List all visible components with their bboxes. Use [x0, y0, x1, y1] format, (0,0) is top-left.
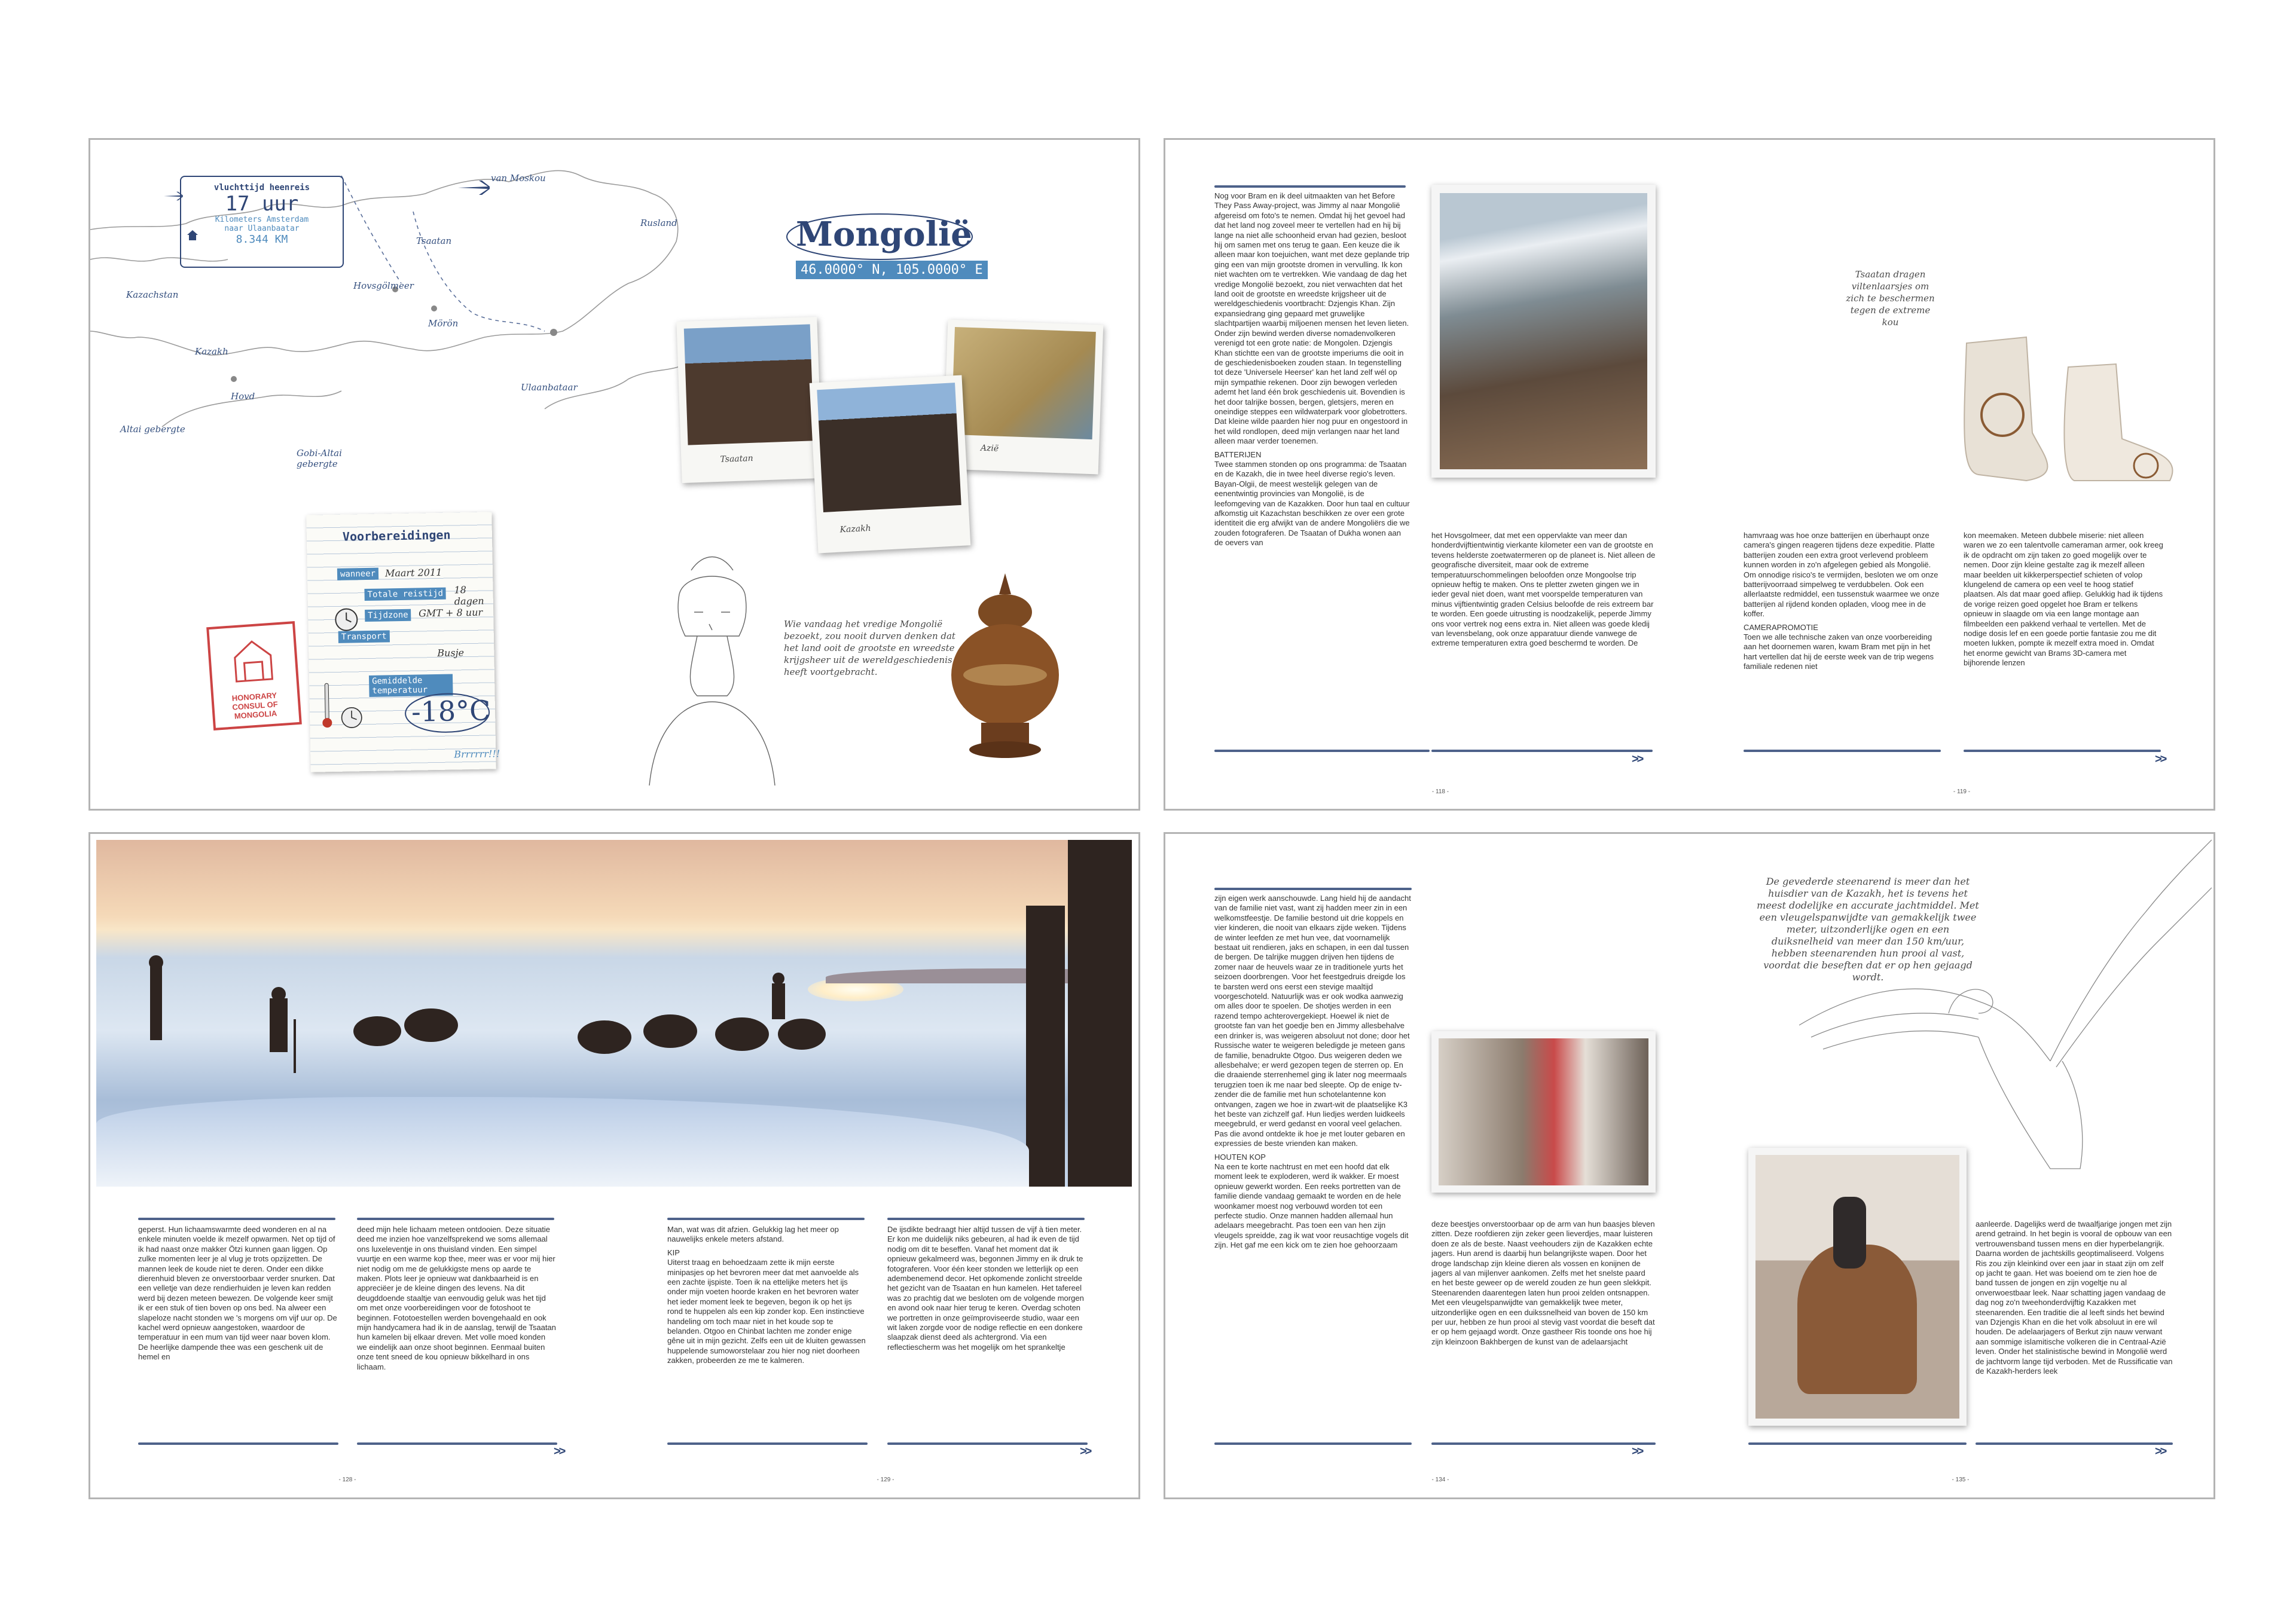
column-rule: [1964, 750, 2161, 752]
continue-arrow: >>: [1080, 1445, 1091, 1458]
column-rule: [1214, 750, 1430, 752]
spread-pages-118-119: [1164, 138, 2215, 811]
prep-transport-value: Busje: [437, 647, 465, 659]
eagle-note: De gevederde steenarend is meer dan het huisdier van de Kazakh, het is tevens het meest dodelijke en accurate jachtmiddel. Met een vleugelspanwijdte van gemakkelijk twee meter, uitzonderlijke ogen en een duiksnelheid van meer dan 150 km/uur, hebben steenarenden hun prooi al vast, voordat die beseften dat er op hen gejaagd wordt.: [1757, 876, 1979, 983]
stamp-text: HONORARY CONSUL OF MONGOLIA: [231, 690, 279, 721]
prep-temp-label: Gemiddelde temperatuur: [369, 674, 453, 697]
text-col-2: [1431, 1219, 1656, 1426]
text-col-1: [1214, 191, 1412, 729]
genghis-khan-sketch: [637, 546, 787, 785]
page-number: - 118 -: [1431, 788, 1449, 795]
coords-badge: 46.0000° N, 105.0000° E: [796, 261, 988, 279]
text-col-3: [1744, 531, 1941, 734]
column-rule: [887, 1442, 1088, 1445]
photo-yurt-interior: [1431, 1031, 1656, 1193]
section-heading: KIP: [667, 1248, 680, 1257]
column-rule: [1214, 888, 1412, 890]
caption-kazakh: Kazakh: [839, 523, 872, 535]
prep-when-label: wanneer: [337, 568, 378, 580]
col-text: Nog voor Bram en ik deel uitmaakten van het Before They Pass Away-project, was Jimmy al naar Mongolië afgereisd om foto's te nemen. Omdat hij het gevoel had dat het land nog zoveel meer te vertellen had en hij bij lange na niet alle schoonheid ervan had gezien, besloot hij om samen met ons terug te gaan. Een keuze die ik alleen maar kon toejuichen, want met deze geplande trip ging een van mijn grootste dromen in vervulling. Ik kon niet wachten om te vertrekken. Wie vandaag de dag het vredige Mongolië bezoekt, zou niet verwachten dat het land ooit de grootste en wreedste krijgsheer uit de wereldgeschiedenis voortbracht: Dzjengis Khan. Zijn expansiedrang ging gepaard met gruwelijke slachtpartijen waarbij miljoenen mensen het leven lieten. Onder zijn bewind werden diverse nomadenvolkeren verenigd tot een grote natie: de Mongolen. Dzjengis Khan stichtte een van de grootste imperiums die ooit in de geschiedenisboeken zouden staan. In tegenstelling tot deze 'Universele Heerser' kan het land zelf wél op mijn sympathie rekenen. Door zijn bewogen verleden ademt het land één brok geschiedenis uit. Bovendien is het door talrijke bossen, bergen, gletsjers, meren en oneindige steppes een wildwaterpark voor globetrotters. Dat kleine wilde paarden hier nog puur en ongestoord in het wild rondlopen, deed mijn verlangen naar het land alleen maar verder toenemen.: [1214, 191, 1409, 446]
column-rule: [1976, 1442, 2173, 1445]
caption-tsaatan: Tsaatan: [720, 453, 753, 464]
continue-arrow: >>: [2155, 753, 2166, 766]
map-label-kazakh: Kazakh: [195, 346, 228, 357]
map-label-kazakhstan: Kazachstan: [126, 289, 179, 300]
continue-arrow: >>: [2155, 1445, 2166, 1458]
flight-line1: vluchttijd heenreis: [213, 183, 310, 192]
temple-icon: [227, 631, 279, 687]
khan-quote: Wie vandaag het vredige Mongolië bezoekt, zou nooit durven denken dat het land ooit de grootste en wreedste krijgsheer uit de wereldgeschiedenis heeft voortgebracht.: [784, 619, 955, 677]
col-text: Twee stammen stonden op ons programma: de Tsaatan en de Kazakh, die in twee heel diverse regio's leven. Bayan-Olgii, de meest westelijk gelegen van de eenentwintig provincies van Mongolië, is de leefomgeving van de Kazakken. Door hun taal en cultuur afkomstig uit Kazachstan beschikken ze over een grote identiteit die erg afwijkt van de andere Mongoliërs die we zouden fotograferen. De Tsaatan of Dukha wonen aan de oevers van: [1214, 459, 1410, 548]
text-col-4: [1964, 531, 2164, 734]
map-label-moron: Mörön: [428, 318, 459, 329]
continue-arrow: >>: [1632, 753, 1642, 766]
polaroid-tsaatan: [676, 317, 822, 483]
prep-heading: Voorbereidingen: [342, 527, 451, 544]
text-col-1: [138, 1225, 338, 1428]
prep-tz-label: Tijdzone: [365, 609, 411, 622]
col-text: het Hovsgolmeer, dat met een oppervlakte van meer dan honderdvijftientwintig vierkante kilometer een van de grootste en tevens helderste zoetwatermeren op de planeet is. Niet alleen de geografische diversiteit, maar ook de extreme temperatuurschommelingen beloofden onze Mongoolse trip opnieuw heftig te maken. Ons te pletter zweten gingen we in ieder geval niet doen, want met voorspelde temperaturen van minus vijftientwintig graden Celsius beloofde de reis extreem bar te worden. Een goede uitrusting is noodzakelijk, peperde Jimmy ons voor vertrek nog eens extra in. Niet alleen was goede kledij van levensbelang, ook onze apparatuur diende vanwege de extreme temperaturen extra goed beschermd te worden. De: [1431, 531, 1656, 648]
photo-old-map: [951, 327, 1096, 439]
page-number: - 119 -: [1953, 788, 1971, 795]
section-heading: CAMERAPROMOTIE: [1744, 622, 1818, 632]
column-rule: [138, 1218, 335, 1220]
map-label-ulaanbaatar: Ulaanbataar: [521, 382, 578, 393]
photo-mountains-aerial: [1431, 185, 1656, 478]
column-rule: [667, 1218, 865, 1220]
spread-pages-134-135: [1164, 832, 2215, 1499]
col-text: Man, wat was dit afzien. Gelukkig lag het meer op nauwelijks enkele meters afstand.: [667, 1225, 839, 1244]
text-col-3: [1976, 1219, 2173, 1426]
col-text: Toen we alle technische zaken van onze voorbereiding aan het doornemen waren, kwam Bram met pijn in het hart vertellen dat hij de eerste week van de trip wegens familiale redenen niet: [1744, 632, 1934, 671]
consul-stamp: [206, 621, 302, 730]
column-rule: [1748, 1442, 1967, 1445]
flight-box: [180, 176, 344, 268]
map-label-gobi: Gobi-Altai gebergte: [297, 448, 342, 469]
flight-km: 8.344 KM: [236, 233, 288, 246]
column-rule: [1214, 1442, 1412, 1445]
photo-boy-on-camel: [1748, 1148, 1967, 1426]
caption-azie: Azië: [980, 443, 999, 454]
col-text: Uiterst traag en behoedzaam zette ik mijn eerste minipasjes op het bevroren meer dat met aanvoelde als een zachte ijspiste. Toen ik na ettelijke meters het ijs onder mijn voeten hoorde kraken en het bevroren water het ieder moment leek te begeven, begon ik op het ijs rond te huppelen als een kip zonder kop. Een instinctieve handeling om toch maar niet in het koude sop te belanden. Otgoo en Chinbat lachten me zonder enige gêne uit in mijn gezicht. Zelfs een uit de kluiten gewassen huppelende sumoworstelaar zou hier nog niet doorheen zakken, probeerden ze me te kalmeren.: [667, 1258, 866, 1365]
map-label-moscow: van Moskou: [491, 173, 546, 184]
prep-total-value: 18 dagen: [454, 584, 484, 607]
col-text: zijn eigen werk aanschouwde. Lang hield hij de aandacht van de familie niet vast, want zij hadden meer zin in een welkomstfeestje. De familie bestond uit drie koppels en vier kinderen, die nooit van elkaars zijde weken. Tijdens de winter leefden ze met hun vee, dat voornamelijk bestaat uit rendieren, jaks en schapen, in een dal tussen de bergen. De talrijke muggen drijven hen tijdens de zomer naar de heuvels waar ze in traditionele yurts het seizoen doorbrengen. Voor het feestgedruis dreigde los te barsten werd ons eerst een stevige maaltijd voorgeschoteld. Natuurlijk was er ook wodka aanwezig om alles door te spoelen. De shotjes werden in een razend tempo achterovergekiept. Hoewel ik niet de grootste fan van het goedje ben en Jimmy allesbehalve een drinker is, was weigeren absoluut not done; door het Russische water te weigeren beledigde je meteen gans de familie, benadrukte Otgoo. Dus weigeren deden we allesbehalve; er werd gezopen tegen de sterren op. En die draaiende sterrenhemel ging ik later nog meermaals terugzien toen ik me naar bed sleepte. Op de enige tv-zender die de familie met hun schotelantenne kon ontvangen, zagen we hoe in zwart-wit de plaatselijke K3 het beste van zichzelf gaf. Hun liedjes werden luidkeels meegebruld, er werd gedanst en vooral veel gelachen. Pas die avond ontdekte ik hoe je met louter gebaren en expressies de beste vrienden kan maken.: [1214, 894, 1411, 1148]
flight-hours: 17 uur: [225, 192, 299, 216]
felt-boots-image: [1955, 319, 2194, 493]
col-text: deed mijn hele lichaam meteen ontdooien. Deze situatie deed me inzien hoe vanzelfsprekend we soms allemaal ons luxeleventje in ons thuisland vinden. Een simpel vuurtje en een warme kop thee, meer was er voor mij hier niet nodig om me de gelukkigste mens op aarde te maken. Plots leer je opnieuw wat dankbaarheid is en appreciëer je de kleine dingen des levens. Na dit deugddoende staaltje van eenvoudig geluk was het tijd om met onze voorbereidingen voor de fotoshoot te beginnen. Fototoestellen werden bovengehaald en ook mijn handycamera had ik in de aanslag, terwijl de Tsaatan hun kamelen bij elkaar dreven. Met volle moed konden we eindelijk aan onze shoot beginnen. Eenmaal buiten onze tent sneed de kou opnieuw bikkelhard in ons lichaam.: [357, 1225, 556, 1371]
boots-note: Tsaatan dragen viltenlaarsjes om zich te beschermen tegen de extreme kou: [1846, 269, 1935, 328]
prep-transport-label: Transport: [338, 630, 390, 643]
col-text: Na een te korte nachtrust en met een hoofd dat elk moment leek te exploderen, werd ik wakker. Er moest opnieuw gewerkt worden. Een reeks portretten van de familie diende vandaag gemaakt te worden en de hele woonkamer moest nog verbouwd worden tot een perfecte studio. Onze mannen hadden allemaal hun adelaars meegebracht. Pas toen een van hen zijn vleugels spreidde, zag ik wat voor reusachtige vogels dit zijn. Het gaf me een kick om te zien hoe gehoorzaam: [1214, 1162, 1409, 1250]
prep-temp-value: -18°C: [411, 694, 491, 728]
polaroid-kazakh: [810, 375, 971, 554]
prep-notepad: [306, 512, 500, 772]
section-heading: HOUTEN KOP: [1214, 1152, 1266, 1162]
page-number: - 129 -: [877, 1477, 894, 1483]
map-label-hovsgol: Hovsgölmeer: [353, 280, 414, 291]
page-number: - 134 -: [1431, 1477, 1449, 1483]
col-text: deze beestjes onverstoorbaar op de arm van hun baasjes bleven zitten. Deze roofdieren zijn zeker geen lieverdjes, maar luisteren doen ze als de beste. Naast veehouders zijn de Kazakken echte jagers. Hun arend is daarbij hun belangrijkste wapen. Door het droge landschap zijn kleine dieren als vossen en konijnen de jagers al van mijlenver aankomen. Zelfs met het snelste paard en het beste geweer op de wereld zouden ze hun geen slekkpit. Steenarenden daarentegen laten hun prooi zelden ontsnappen. Met een vleugelspanwijdte van gemakkelijk twee meter, uitzonderlijke ogen en een duikssnelheid van boven de 150 km per uur, hebben ze hun prooi al stevig vast voordat die beseft dat er op hem gejaagd wordt. Onze gastheer Ris toonde ons hoe hij zijn kleinzoon Bakhbergen de kunst van de adelaarsjacht: [1431, 1219, 1655, 1346]
alarm-clock-icon: [332, 604, 361, 633]
photo-yurt: [1439, 1038, 1648, 1185]
flight-line4: naar Ulaanbaatar: [224, 224, 300, 233]
prep-total-label: Totale reistijd: [364, 588, 446, 601]
prep-tz-value: GMT + 8 uur: [419, 606, 483, 619]
flight-line3: Kilometers Amsterdam: [215, 215, 309, 224]
col-text: geperst. Hun lichaamswarmte deed wonderen en al na enkele minuten voelde ik mezelf opwarmen. Net op tijd of ik had naast onze makker Ötzi kunnen gaan liggen. Op zulke momenten leer je al vlug je trots opzijzetten. De mannen leek de koude niet te deren. Onder een dikke dierenhuid bleven ze onverstoorbaar verder snurken. Dat een velletje van deze rendierhuiden je leven kan redden werd bij dezen meteen bewezen. De volgende keer smijt ik er een stuk of tien boven op ons bed. Na alweer een slapeloze nacht stonden we 's morgens om vijf uur op. De kachel werd opnieuw aangestoken, waardoor de temperatuur in een mum van tijd weer naar boven klom. De heerlijke dampende thee was een geschenk uit de hemel en: [138, 1225, 337, 1362]
col-text: aanleerde. Dagelijks werd de twaalfjarige jongen met zijn arend getraind. In het begin is vooral de opbouw van een vertrouwensband tussen mens en dier hyperbelangrijk. Daarna worden de jachtskills geoptimaliseerd. Volgens Ris zou zijn kleinkind over een jaar in staat zijn om zelf op jacht te gaan. Het was boeiend om te zien hoe de band tussen de jongen en zijn vogeltje nu al onverwoestbaar leek. Naar schatting jagen vandaag de dag nog zo'n tweehonderdvijftig Kazakken met steenarenden. Een traditie die al leeft sinds het bewind van Dzjengis Khan en die het volk absoluut in ere wil houden. De adelaarjagers of Berkut zijn nauw verwant aan sommige islamitische volkeren die in Centraal-Azië leven. Onder het stalinistische bewind in Mongolië werd de jachtvorm lange tijd verboden. Met de Russificatie van de Kazakh-herders leek: [1976, 1219, 2173, 1376]
column-rule: [887, 1218, 1085, 1220]
text-col-2: [1431, 531, 1656, 734]
plane-icon: [455, 176, 491, 200]
prep-brr: Brrrrrr!!!: [454, 748, 500, 760]
column-rule: [138, 1442, 338, 1445]
text-col-1: [1214, 894, 1412, 1426]
ornate-vessel-image: [945, 570, 1065, 768]
column-rule: [357, 1218, 554, 1220]
map-label-tsaatan: Tsaatan: [416, 236, 452, 246]
map-label-hovd: Hovd: [231, 391, 255, 402]
map-label-altai: Altai gebergte: [120, 424, 185, 435]
polaroid-azie: [943, 320, 1104, 475]
text-col-4: [887, 1225, 1088, 1428]
page-number: - 128 -: [338, 1477, 356, 1483]
spread-pages-128-129: [88, 832, 1140, 1499]
col-text: kon meemaken. Meteen dubbele miserie: niet alleen waren we zo een talentvolle cameraman armer, ook kreeg ik de opdracht om zijn taken zo goed mogelijk over te nemen. Door zijn kleine gestalte zag ik mezelf alleen maar beelden uit kikkerperspectief schieten of volop klungelend de camera op een veel te hoog statief plaatsen. Als dat maar goed afliep. Gelukkig had ik tijdens de vorige reizen goed opgelet hoe Bram er telkens opnieuw in slaagde om via een lange montage aan filmbeelden een pakkend verhaal te vertellen. Met de nodige dosis lef en een goede portie fantasie zou me dit moeten lukken, pompte ik mezelf extra moed in. Omdat het enorme gewicht van Brams 3D-camera met bijhorende lenzen: [1964, 531, 2163, 668]
continue-arrow: >>: [554, 1445, 564, 1458]
column-rule: [1214, 185, 1406, 188]
column-rule: [1431, 750, 1653, 752]
spread-mongolia-intro: [88, 138, 1140, 811]
page-number: - 135 -: [1952, 1477, 1970, 1483]
photo-tsaatan-family: [684, 324, 814, 445]
col-text: De ijsdikte bedraagt hier altijd tussen de vijf à tien meter. Er kon me duidelijk niks gebeuren, al had ik even de tijd nodig om dit te beseffen. Vanaf het moment dat ik opnieuw gekalmeerd was, begonnen Jimmy en ik druk te fotograferen. Voor één keer stonden we letterlijk op een adembenemend decor. Het opkomende zonlicht streelde het gezicht van de Tsaatan en hun kamelen. Het tafereel was zo prachtig dat we besloten om de volgende morgen en avond ook naar hier terug te keren. Overdag schoten we portretten in onze geïmproviseerde studio, waar een wit laken zorgde voor de nodige reflectie en een donkere slaapzak dienst deed als achtergrond. Via een reflectiescherm was het mogelijk om het sprankeltje: [887, 1225, 1084, 1352]
photo-camel-rider: [1755, 1155, 1959, 1419]
column-rule: [1744, 750, 1941, 752]
photo-kazakh-group: [817, 383, 961, 512]
continue-arrow: >>: [1632, 1445, 1642, 1458]
text-col-3: [667, 1225, 868, 1428]
section-heading: BATTERIJEN: [1214, 450, 1262, 459]
clock-icon: [340, 705, 364, 730]
title-scribble: [784, 212, 975, 265]
map-label-russia: Rusland: [640, 218, 677, 228]
photo-frozen-lake-camels: [96, 840, 1132, 1187]
country-title: Mongolië: [796, 215, 972, 254]
prep-when-value: Maart 2011: [384, 566, 442, 579]
column-rule: [357, 1442, 557, 1445]
col-text: hamvraag was hoe onze batterijen en überhaupt onze camera's gingen reageren tijdens deze expeditie. Platte batterijen zouden een extra groot verlevend probleem kunnen worden in zo'n afgelegen gebied als Mongolië. Om onnodige risico's te vermijden, besloten we om onze batterijvoorraad simpelweg te verdubbelen. Ook een allerlaatste redmiddel, een tussenstuk waarmee we onze batterijen al rijdend konden opladen, vloog mee in de koffer.: [1744, 531, 1940, 619]
column-rule: [667, 1442, 868, 1445]
temp-scribble: [402, 691, 492, 735]
rider-shape: [1833, 1197, 1866, 1269]
photo-mountains: [1440, 193, 1647, 469]
thermometer-icon: [321, 682, 332, 730]
column-rule: [1431, 1442, 1656, 1445]
text-col-2: [357, 1225, 557, 1428]
